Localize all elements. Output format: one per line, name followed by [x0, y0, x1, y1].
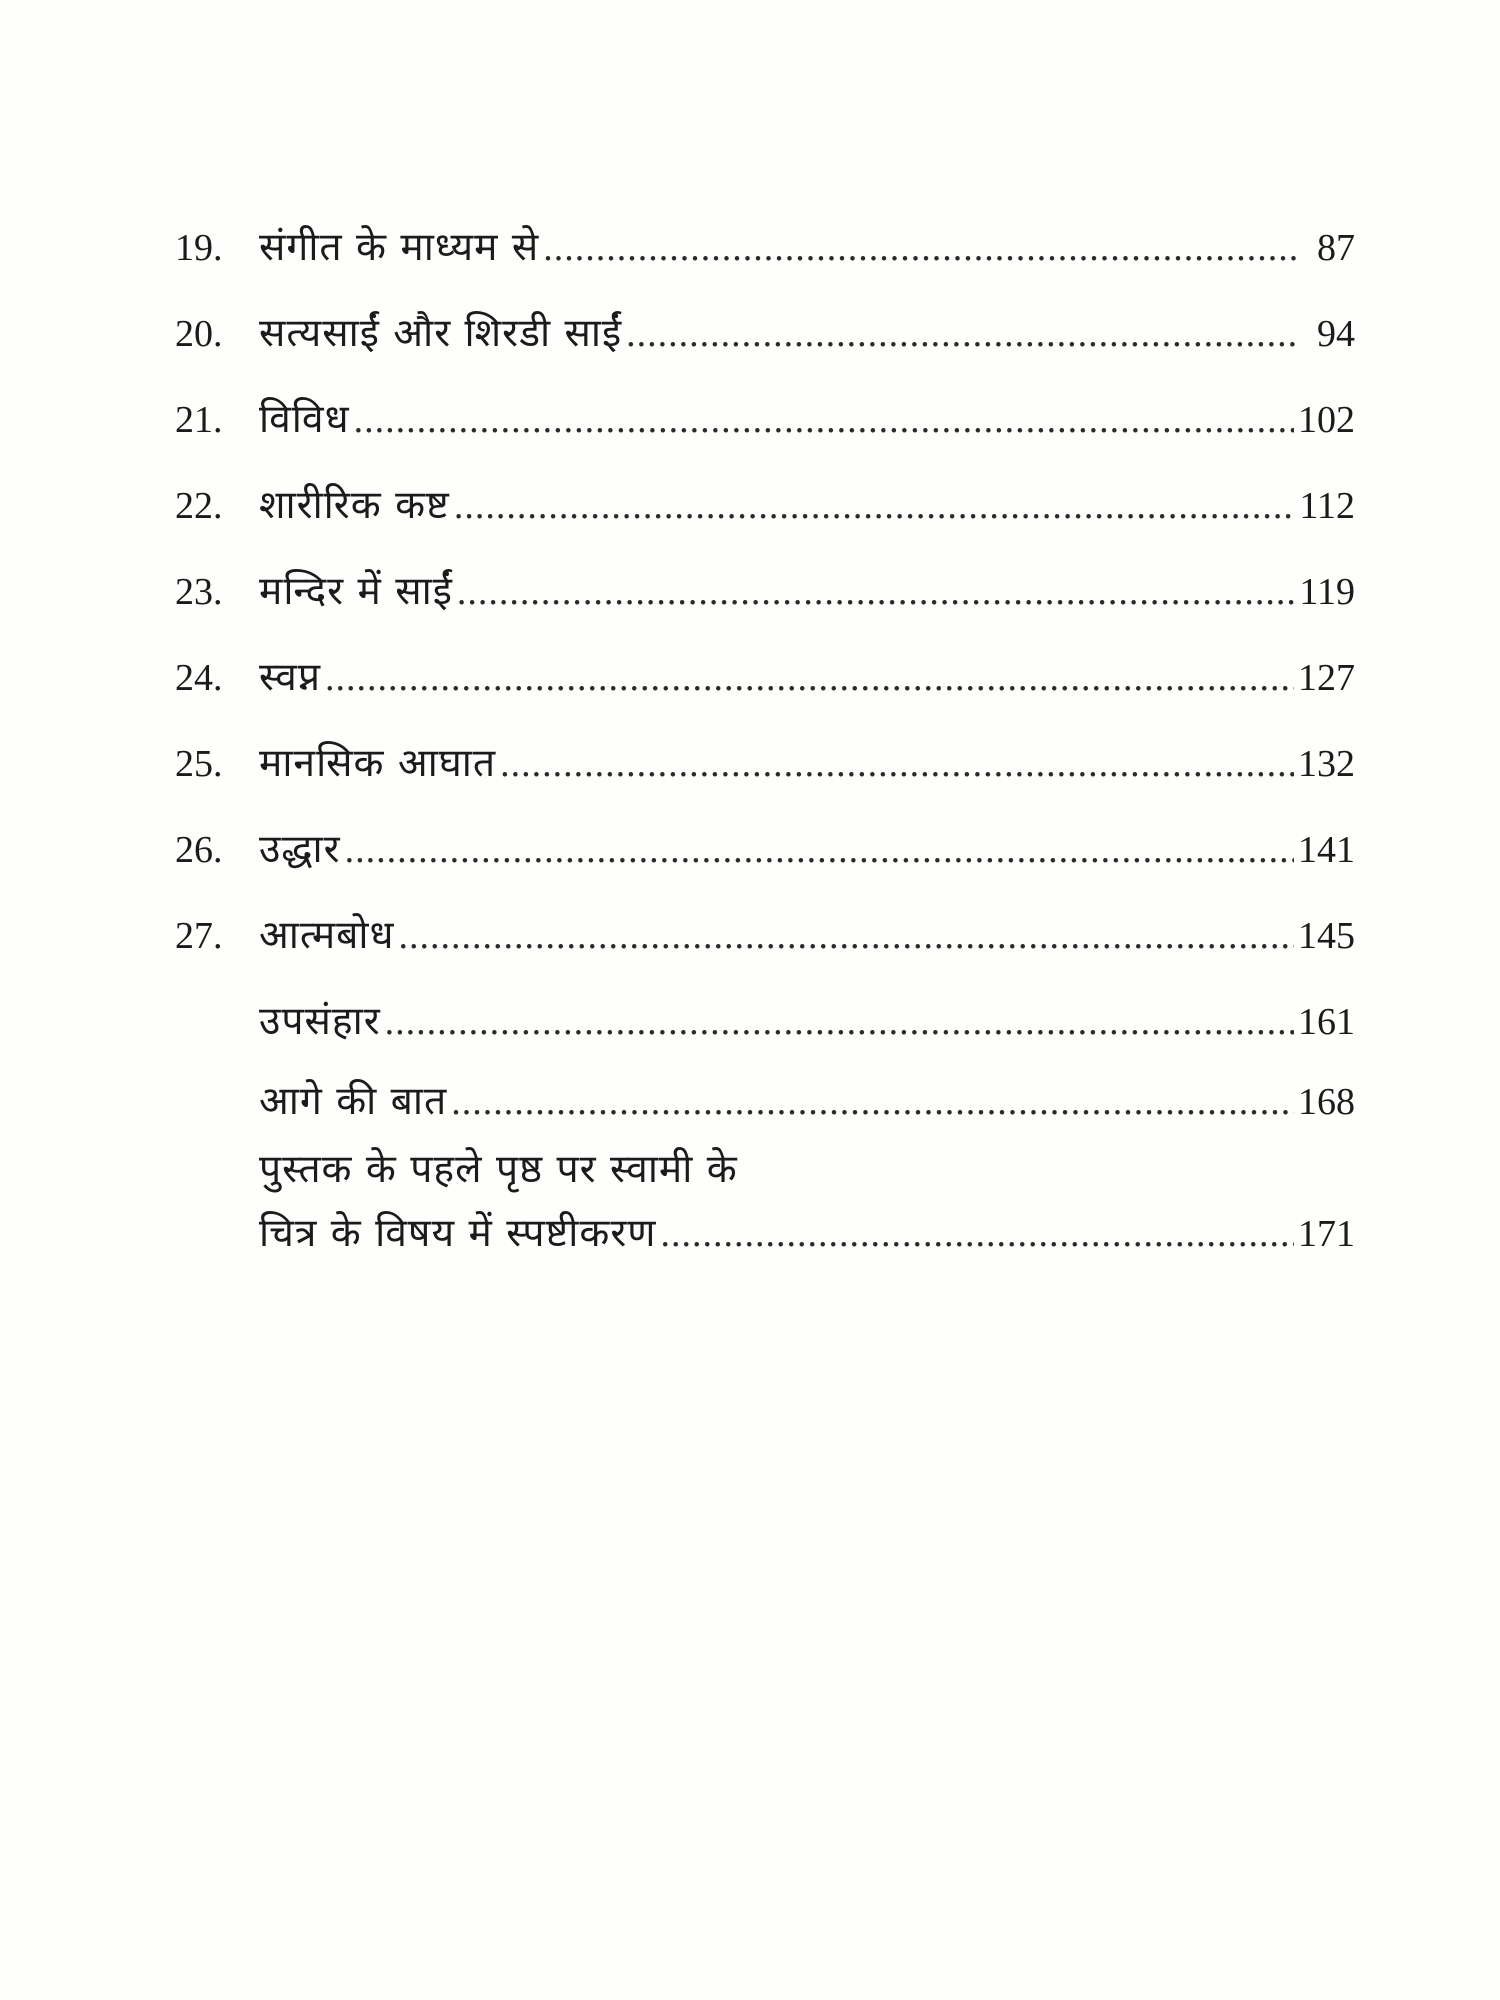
entry-title: मानसिक आघात: [259, 741, 497, 786]
entry-number: 19.: [175, 227, 223, 269]
entry-number: 27.: [175, 915, 223, 957]
entry-page-number: 94: [1317, 313, 1355, 355]
dot-leader: [500, 721, 1294, 807]
entry-title: सत्यसाईं और शिरडी साईं: [259, 311, 623, 356]
entry-page-number: 112: [1299, 485, 1355, 527]
toc-entry-clarification[interactable]: [175, 1139, 1355, 1267]
dot-leader: [385, 979, 1294, 1065]
dot-leader: [626, 291, 1299, 377]
toc-entry-further[interactable]: [175, 1065, 1355, 1139]
entry-page-number: 87: [1317, 227, 1355, 269]
entry-page-number: 161: [1298, 1001, 1355, 1043]
entry-page-number: 141: [1298, 829, 1355, 871]
toc-entry-24[interactable]: [175, 635, 1355, 721]
dot-leader: [454, 463, 1296, 549]
toc-entry-26[interactable]: [175, 807, 1355, 893]
entry-title: स्वप्न: [259, 655, 322, 700]
toc-entry-22[interactable]: [175, 463, 1355, 549]
entry-title: संगीत के माध्यम से: [259, 225, 540, 270]
entry-page-number: 145: [1298, 915, 1355, 957]
entry-page-number: 102: [1298, 399, 1355, 441]
dot-leader: [399, 893, 1295, 979]
entry-number: 20.: [175, 313, 223, 355]
dot-leader: [457, 549, 1296, 635]
dot-leader: [345, 807, 1294, 893]
table-of-contents: [175, 205, 1355, 1267]
dot-leader: [543, 205, 1299, 291]
entry-page-number: 127: [1298, 657, 1355, 699]
entry-title: आत्मबोध: [259, 913, 395, 958]
toc-entry-19[interactable]: [175, 205, 1355, 291]
toc-entry-23[interactable]: [175, 549, 1355, 635]
entry-title: उपसंहार: [259, 999, 381, 1044]
dot-leader: [661, 1201, 1294, 1267]
entry-page-number: 171: [1298, 1213, 1355, 1255]
entry-page-number: 132: [1298, 743, 1355, 785]
dot-leader: [325, 635, 1294, 721]
toc-entry-epilogue[interactable]: [175, 979, 1355, 1065]
toc-entry-27[interactable]: [175, 893, 1355, 979]
entry-title: मन्दिर में साईं: [259, 569, 453, 614]
dot-leader: [354, 377, 1294, 463]
entry-title: शारीरिक कष्ट: [259, 483, 450, 528]
entry-page-number: 168: [1298, 1081, 1355, 1123]
entry-title-line-2: चित्र के विषय में स्पष्टीकरण: [259, 1211, 657, 1256]
toc-entry-25[interactable]: [175, 721, 1355, 807]
toc-entry-20[interactable]: [175, 291, 1355, 377]
entry-number: 23.: [175, 571, 223, 613]
entry-title: उद्धार: [259, 827, 341, 872]
entry-number: 22.: [175, 485, 223, 527]
entry-number: 26.: [175, 829, 223, 871]
dot-leader: [451, 1065, 1294, 1139]
entry-number: 21.: [175, 399, 223, 441]
entry-number: 25.: [175, 743, 223, 785]
toc-entry-21[interactable]: [175, 377, 1355, 463]
entry-number: 24.: [175, 657, 223, 699]
entry-title: विविध: [259, 397, 350, 442]
entry-title-line-2-row: [259, 1201, 1355, 1267]
entry-title: आगे की बात: [259, 1079, 448, 1124]
entry-title-line-1: पुस्तक के पहले पृष्ठ पर स्वामी के: [259, 1147, 738, 1192]
entry-page-number: 119: [1299, 571, 1355, 613]
